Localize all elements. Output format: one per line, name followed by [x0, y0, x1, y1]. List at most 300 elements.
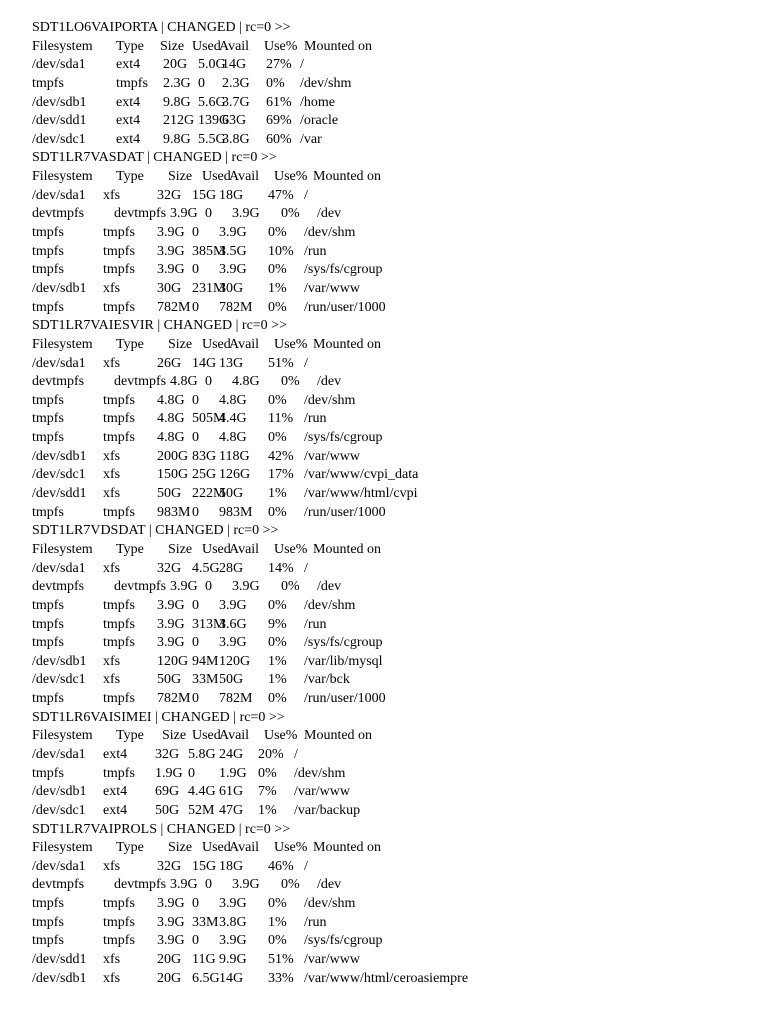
- cell-mounted-on: /: [304, 355, 308, 371]
- cell-size: 3.9G: [157, 262, 185, 278]
- cell-use-pct: 1%: [258, 802, 277, 818]
- cell-used: 505M: [192, 411, 226, 427]
- cell-avail: 30G: [219, 280, 244, 296]
- column-header-mounted-on: Mounted on: [313, 336, 382, 352]
- cell-size: 3.9G: [170, 206, 198, 222]
- cell-used: 0: [192, 299, 199, 315]
- cell-used: 0: [205, 579, 212, 595]
- cell-avail: 13G: [219, 355, 244, 371]
- host-header-text: SDT1LR7VAIPROLS | CHANGED | rc=0 >>: [32, 821, 291, 837]
- cell-size: 4.8G: [157, 430, 185, 446]
- cell-use-pct: 69%: [266, 113, 292, 129]
- cell-filesystem: devtmpfs: [32, 579, 85, 595]
- cell-filesystem: /dev/sdd1: [32, 952, 87, 968]
- cell-avail: 3.9G: [219, 933, 247, 949]
- cell-use-pct: 1%: [268, 280, 287, 296]
- cell-filesystem: /dev/sdb1: [32, 94, 87, 110]
- cell-filesystem: tmpfs: [32, 75, 64, 91]
- cell-mounted-on: /oracle: [300, 113, 339, 129]
- cell-type: xfs: [103, 486, 121, 502]
- cell-use-pct: 51%: [268, 952, 294, 968]
- cell-size: 3.9G: [157, 933, 185, 949]
- cell-use-pct: 0%: [268, 933, 287, 949]
- cell-used: 0: [192, 430, 199, 446]
- cell-filesystem: tmpfs: [32, 635, 64, 651]
- cell-use-pct: 0%: [268, 225, 287, 241]
- cell-size: 50G: [157, 672, 182, 688]
- cell-used: 33M: [192, 672, 219, 688]
- cell-use-pct: 0%: [268, 896, 287, 912]
- cell-use-pct: 0%: [281, 877, 300, 893]
- cell-filesystem: /dev/sdc1: [32, 802, 86, 818]
- cell-use-pct: 0%: [268, 504, 287, 520]
- cell-filesystem: devtmpfs: [32, 206, 85, 222]
- cell-used: 139G: [198, 113, 230, 129]
- cell-mounted-on: /run: [304, 411, 327, 427]
- cell-filesystem: tmpfs: [32, 616, 64, 632]
- cell-avail: 3.9G: [219, 597, 247, 613]
- cell-type: xfs: [103, 187, 121, 203]
- cell-type: tmpfs: [103, 616, 135, 632]
- cell-size: 30G: [157, 280, 182, 296]
- cell-filesystem: tmpfs: [32, 262, 64, 278]
- cell-used: 33M: [192, 914, 219, 930]
- cell-avail: 1.9G: [219, 765, 247, 781]
- column-header-use-pct: Use%: [264, 728, 298, 744]
- cell-use-pct: 0%: [281, 579, 300, 595]
- cell-used: 0: [198, 75, 205, 91]
- cell-use-pct: 46%: [268, 858, 294, 874]
- cell-size: 4.8G: [157, 392, 185, 408]
- cell-avail: 61G: [219, 784, 244, 800]
- cell-mounted-on: /home: [300, 94, 335, 110]
- column-header-used: Used: [202, 541, 231, 557]
- cell-avail: 3.9G: [232, 206, 260, 222]
- column-header-use-pct: Use%: [274, 336, 308, 352]
- column-header-use-pct: Use%: [264, 38, 298, 54]
- cell-size: 3.9G: [170, 877, 198, 893]
- cell-size: 3.9G: [170, 579, 198, 595]
- cell-size: 3.9G: [157, 616, 185, 632]
- cell-used: 0: [205, 877, 212, 893]
- cell-filesystem: tmpfs: [32, 597, 64, 613]
- cell-avail: 63G: [222, 113, 247, 129]
- cell-avail: 3.9G: [232, 877, 260, 893]
- cell-size: 782M: [157, 299, 191, 315]
- column-header-size: Size: [162, 728, 187, 744]
- cell-used: 0: [192, 691, 199, 707]
- cell-filesystem: tmpfs: [32, 691, 64, 707]
- cell-size: 32G: [157, 858, 182, 874]
- cell-size: 20G: [157, 970, 182, 986]
- cell-type: ext4: [103, 746, 128, 762]
- cell-size: 50G: [155, 802, 180, 818]
- cell-use-pct: 33%: [268, 970, 294, 986]
- cell-type: xfs: [103, 355, 121, 371]
- cell-filesystem: tmpfs: [32, 765, 64, 781]
- column-header-use-pct: Use%: [274, 541, 308, 557]
- cell-mounted-on: /dev: [317, 877, 342, 893]
- column-header-avail: Avail: [229, 336, 260, 352]
- cell-use-pct: 1%: [268, 914, 287, 930]
- cell-type: tmpfs: [103, 262, 135, 278]
- cell-mounted-on: /run: [304, 616, 327, 632]
- cell-use-pct: 0%: [268, 635, 287, 651]
- cell-mounted-on: /dev: [317, 374, 342, 390]
- cell-mounted-on: /run: [304, 243, 327, 259]
- cell-avail: 126G: [219, 467, 251, 483]
- cell-used: 0: [192, 896, 199, 912]
- cell-type: tmpfs: [103, 691, 135, 707]
- cell-used: 83G: [192, 448, 217, 464]
- cell-type: tmpfs: [103, 411, 135, 427]
- cell-mounted-on: /sys/fs/cgroup: [304, 933, 383, 949]
- cell-used: 0: [192, 225, 199, 241]
- cell-use-pct: 17%: [268, 467, 294, 483]
- column-header-type: Type: [116, 541, 144, 557]
- cell-used: 25G: [192, 467, 217, 483]
- cell-used: 313M: [192, 616, 226, 632]
- cell-use-pct: 47%: [268, 187, 294, 203]
- cell-type: tmpfs: [103, 225, 135, 241]
- cell-filesystem: tmpfs: [32, 504, 64, 520]
- cell-filesystem: /dev/sdc1: [32, 131, 86, 147]
- column-header-type: Type: [116, 840, 144, 856]
- column-header-type: Type: [116, 728, 144, 744]
- cell-use-pct: 0%: [268, 430, 287, 446]
- cell-filesystem: tmpfs: [32, 933, 64, 949]
- cell-mounted-on: /run: [304, 914, 327, 930]
- cell-avail: 3.9G: [219, 896, 247, 912]
- cell-type: ext4: [116, 131, 141, 147]
- cell-type: ext4: [116, 57, 141, 73]
- column-header-used: Used: [192, 38, 221, 54]
- cell-used: 0: [192, 392, 199, 408]
- cell-mounted-on: /var: [300, 131, 322, 147]
- host-header-text: SDT1LO6VAIPORTA | CHANGED | rc=0 >>: [32, 20, 291, 35]
- cell-avail: 3.9G: [219, 225, 247, 241]
- cell-filesystem: devtmpfs: [32, 877, 85, 893]
- cell-filesystem: /dev/sdd1: [32, 486, 87, 502]
- column-header-type: Type: [116, 336, 144, 352]
- cell-type: ext4: [116, 94, 141, 110]
- cell-avail: 18G: [219, 858, 244, 874]
- cell-use-pct: 60%: [266, 131, 292, 147]
- cell-avail: 18G: [219, 187, 244, 203]
- cell-size: 69G: [155, 784, 180, 800]
- cell-mounted-on: /var/www/html/cvpi: [304, 486, 418, 502]
- cell-used: 385M: [192, 243, 226, 259]
- cell-used: 4.5G: [192, 560, 220, 576]
- host-header-text: SDT1LR7VAIESVIR | CHANGED | rc=0 >>: [32, 318, 287, 334]
- cell-avail: 14G: [219, 970, 244, 986]
- cell-mounted-on: /var/www: [304, 280, 360, 296]
- cell-avail: 118G: [219, 448, 250, 464]
- column-header-filesystem: Filesystem: [32, 336, 93, 352]
- cell-size: 1.9G: [155, 765, 183, 781]
- cell-mounted-on: /var/bck: [304, 672, 350, 688]
- host-header-text: SDT1LR7VASDAT | CHANGED | rc=0 >>: [32, 150, 277, 166]
- cell-used: 5.0G: [198, 57, 226, 73]
- cell-use-pct: 51%: [268, 355, 294, 371]
- cell-avail: 3.9G: [219, 262, 247, 278]
- cell-used: 94M: [192, 653, 219, 669]
- column-header-avail: Avail: [229, 541, 260, 557]
- cell-avail: 24G: [219, 746, 244, 762]
- cell-size: 782M: [157, 691, 191, 707]
- cell-mounted-on: /run/user/1000: [304, 504, 386, 520]
- column-header-filesystem: Filesystem: [32, 728, 93, 744]
- cell-type: xfs: [103, 467, 121, 483]
- column-header-filesystem: Filesystem: [32, 541, 93, 557]
- cell-used: 5.8G: [188, 746, 216, 762]
- cell-avail: 4.8G: [219, 392, 247, 408]
- cell-filesystem: /dev/sdc1: [32, 672, 86, 688]
- cell-mounted-on: /dev/shm: [300, 75, 352, 91]
- cell-avail: 3.8G: [222, 131, 250, 147]
- cell-size: 50G: [157, 486, 182, 502]
- cell-mounted-on: /var/www: [304, 448, 360, 464]
- cell-used: 222M: [192, 486, 226, 502]
- cell-use-pct: 1%: [268, 486, 287, 502]
- cell-filesystem: /dev/sda1: [32, 187, 86, 203]
- cell-use-pct: 0%: [268, 392, 287, 408]
- cell-avail: 47G: [219, 802, 244, 818]
- cell-type: tmpfs: [103, 504, 135, 520]
- cell-used: 52M: [188, 802, 215, 818]
- cell-filesystem: /dev/sda1: [32, 746, 86, 762]
- cell-filesystem: tmpfs: [32, 914, 64, 930]
- cell-use-pct: 61%: [266, 94, 292, 110]
- cell-size: 4.8G: [170, 374, 198, 390]
- column-header-type: Type: [116, 38, 144, 54]
- cell-type: ext4: [103, 784, 128, 800]
- cell-filesystem: /dev/sda1: [32, 858, 86, 874]
- cell-avail: 3.7G: [222, 94, 250, 110]
- cell-avail: 3.5G: [219, 243, 247, 259]
- cell-use-pct: 1%: [268, 653, 287, 669]
- cell-use-pct: 0%: [281, 206, 300, 222]
- cell-mounted-on: /dev/shm: [304, 225, 356, 241]
- cell-size: 32G: [157, 560, 182, 576]
- column-header-mounted-on: Mounted on: [304, 38, 373, 54]
- cell-type: tmpfs: [103, 392, 135, 408]
- cell-avail: 3.9G: [219, 635, 247, 651]
- cell-mounted-on: /dev/shm: [304, 597, 356, 613]
- cell-size: 3.9G: [157, 243, 185, 259]
- cell-size: 9.8G: [163, 131, 191, 147]
- cell-filesystem: tmpfs: [32, 225, 64, 241]
- cell-mounted-on: /var/www: [304, 952, 360, 968]
- cell-filesystem: /dev/sda1: [32, 560, 86, 576]
- cell-used: 0: [192, 635, 199, 651]
- cell-filesystem: /dev/sdd1: [32, 113, 87, 129]
- cell-use-pct: 1%: [268, 672, 287, 688]
- cell-use-pct: 9%: [268, 616, 287, 632]
- column-header-mounted-on: Mounted on: [313, 840, 382, 856]
- host-header-text: SDT1LR6VAISIMEI | CHANGED | rc=0 >>: [32, 709, 285, 725]
- cell-filesystem: /dev/sdb1: [32, 448, 87, 464]
- cell-type: xfs: [103, 858, 121, 874]
- column-header-size: Size: [160, 38, 185, 54]
- cell-filesystem: tmpfs: [32, 430, 64, 446]
- cell-type: tmpfs: [103, 765, 135, 781]
- cell-type: tmpfs: [116, 75, 148, 91]
- cell-mounted-on: /dev: [317, 579, 342, 595]
- cell-used: 11G: [192, 952, 216, 968]
- cell-type: tmpfs: [103, 933, 135, 949]
- cell-mounted-on: /sys/fs/cgroup: [304, 430, 383, 446]
- cell-avail: 120G: [219, 653, 251, 669]
- cell-mounted-on: /: [304, 187, 308, 203]
- cell-use-pct: 0%: [268, 262, 287, 278]
- cell-used: 15G: [192, 187, 217, 203]
- cell-avail: 782M: [219, 299, 253, 315]
- cell-filesystem: devtmpfs: [32, 374, 85, 390]
- cell-size: 200G: [157, 448, 189, 464]
- cell-type: devtmpfs: [114, 206, 167, 222]
- cell-mounted-on: /var/www/html/ceroasiempre: [304, 970, 469, 986]
- cell-used: 0: [192, 597, 199, 613]
- column-header-filesystem: Filesystem: [32, 840, 93, 856]
- cell-type: tmpfs: [103, 635, 135, 651]
- cell-type: xfs: [103, 970, 121, 986]
- column-header-use-pct: Use%: [274, 840, 308, 856]
- cell-mounted-on: /var/www/cvpi_data: [304, 467, 419, 483]
- cell-avail: 983M: [219, 504, 253, 520]
- cell-filesystem: tmpfs: [32, 243, 64, 259]
- cell-avail: 9.9G: [219, 952, 247, 968]
- column-header-size: Size: [168, 336, 193, 352]
- cell-avail: 4.8G: [219, 430, 247, 446]
- cell-mounted-on: /sys/fs/cgroup: [304, 262, 383, 278]
- cell-size: 3.9G: [157, 635, 185, 651]
- cell-avail: 4.4G: [219, 411, 247, 427]
- cell-size: 32G: [157, 187, 182, 203]
- cell-use-pct: 10%: [268, 243, 294, 259]
- column-header-used: Used: [202, 840, 231, 856]
- column-header-use-pct: Use%: [274, 169, 308, 185]
- cell-used: 5.5G: [198, 131, 226, 147]
- cell-use-pct: 0%: [268, 299, 287, 315]
- cell-used: 0: [192, 504, 199, 520]
- cell-mounted-on: /: [294, 746, 298, 762]
- cell-mounted-on: /sys/fs/cgroup: [304, 635, 383, 651]
- cell-type: devtmpfs: [114, 374, 167, 390]
- cell-type: xfs: [103, 672, 121, 688]
- cell-mounted-on: /dev/shm: [294, 765, 346, 781]
- cell-avail: 4.8G: [232, 374, 260, 390]
- cell-size: 20G: [163, 57, 188, 73]
- cell-size: 4.8G: [157, 411, 185, 427]
- cell-size: 2.3G: [163, 75, 191, 91]
- column-header-used: Used: [192, 728, 221, 744]
- cell-avail: 2.3G: [222, 75, 250, 91]
- host-header-text: SDT1LR7VDSDAT | CHANGED | rc=0 >>: [32, 523, 279, 539]
- column-header-mounted-on: Mounted on: [313, 169, 382, 185]
- cell-avail: 3.6G: [219, 616, 247, 632]
- cell-mounted-on: /run/user/1000: [304, 691, 386, 707]
- cell-type: tmpfs: [103, 299, 135, 315]
- cell-filesystem: /dev/sda1: [32, 355, 86, 371]
- cell-use-pct: 7%: [258, 784, 277, 800]
- cell-size: 3.9G: [157, 597, 185, 613]
- cell-avail: 3.8G: [219, 914, 247, 930]
- column-header-avail: Avail: [229, 169, 260, 185]
- cell-use-pct: 27%: [266, 57, 292, 73]
- cell-size: 150G: [157, 467, 189, 483]
- cell-size: 9.8G: [163, 94, 191, 110]
- cell-size: 983M: [157, 504, 191, 520]
- cell-mounted-on: /: [304, 560, 308, 576]
- cell-used: 0: [188, 765, 195, 781]
- cell-use-pct: 0%: [268, 691, 287, 707]
- cell-type: tmpfs: [103, 243, 135, 259]
- cell-size: 26G: [157, 355, 182, 371]
- column-header-mounted-on: Mounted on: [313, 541, 382, 557]
- cell-filesystem: /dev/sdb1: [32, 784, 87, 800]
- cell-mounted-on: /dev/shm: [304, 392, 356, 408]
- cell-filesystem: tmpfs: [32, 411, 64, 427]
- column-header-type: Type: [116, 169, 144, 185]
- cell-used: 15G: [192, 858, 217, 874]
- cell-use-pct: 11%: [268, 411, 294, 427]
- cell-size: 3.9G: [157, 225, 185, 241]
- column-header-avail: Avail: [229, 840, 260, 856]
- cell-type: xfs: [103, 952, 121, 968]
- column-header-size: Size: [168, 840, 193, 856]
- column-header-size: Size: [168, 169, 193, 185]
- cell-filesystem: tmpfs: [32, 299, 64, 315]
- cell-used: 0: [192, 933, 199, 949]
- column-header-mounted-on: Mounted on: [304, 728, 373, 744]
- cell-use-pct: 0%: [266, 75, 285, 91]
- cell-type: ext4: [103, 802, 128, 818]
- column-header-avail: Avail: [219, 38, 250, 54]
- cell-use-pct: 0%: [281, 374, 300, 390]
- cell-type: tmpfs: [103, 914, 135, 930]
- cell-mounted-on: /: [300, 57, 304, 73]
- column-header-size: Size: [168, 541, 193, 557]
- cell-avail: 14G: [222, 57, 247, 73]
- cell-filesystem: /dev/sdc1: [32, 467, 86, 483]
- cell-mounted-on: /: [304, 858, 308, 874]
- cell-used: 14G: [192, 355, 217, 371]
- column-header-filesystem: Filesystem: [32, 38, 93, 54]
- cell-use-pct: 0%: [268, 597, 287, 613]
- cell-used: 231M: [192, 280, 226, 296]
- cell-type: xfs: [103, 280, 121, 296]
- cell-used: 0: [205, 374, 212, 390]
- cell-filesystem: /dev/sda1: [32, 57, 86, 73]
- cell-use-pct: 42%: [268, 448, 294, 464]
- cell-mounted-on: /run/user/1000: [304, 299, 386, 315]
- cell-type: devtmpfs: [114, 579, 167, 595]
- cell-size: 212G: [163, 113, 195, 129]
- cell-avail: 50G: [219, 672, 244, 688]
- cell-size: 3.9G: [157, 896, 185, 912]
- cell-mounted-on: /dev/shm: [304, 896, 356, 912]
- cell-type: tmpfs: [103, 896, 135, 912]
- cell-filesystem: /dev/sdb1: [32, 653, 87, 669]
- cell-type: tmpfs: [103, 597, 135, 613]
- cell-size: 3.9G: [157, 914, 185, 930]
- cell-filesystem: /dev/sdb1: [32, 280, 87, 296]
- cell-size: 32G: [155, 746, 180, 762]
- cell-use-pct: 14%: [268, 560, 294, 576]
- cell-type: xfs: [103, 653, 121, 669]
- cell-mounted-on: /var/backup: [294, 802, 361, 818]
